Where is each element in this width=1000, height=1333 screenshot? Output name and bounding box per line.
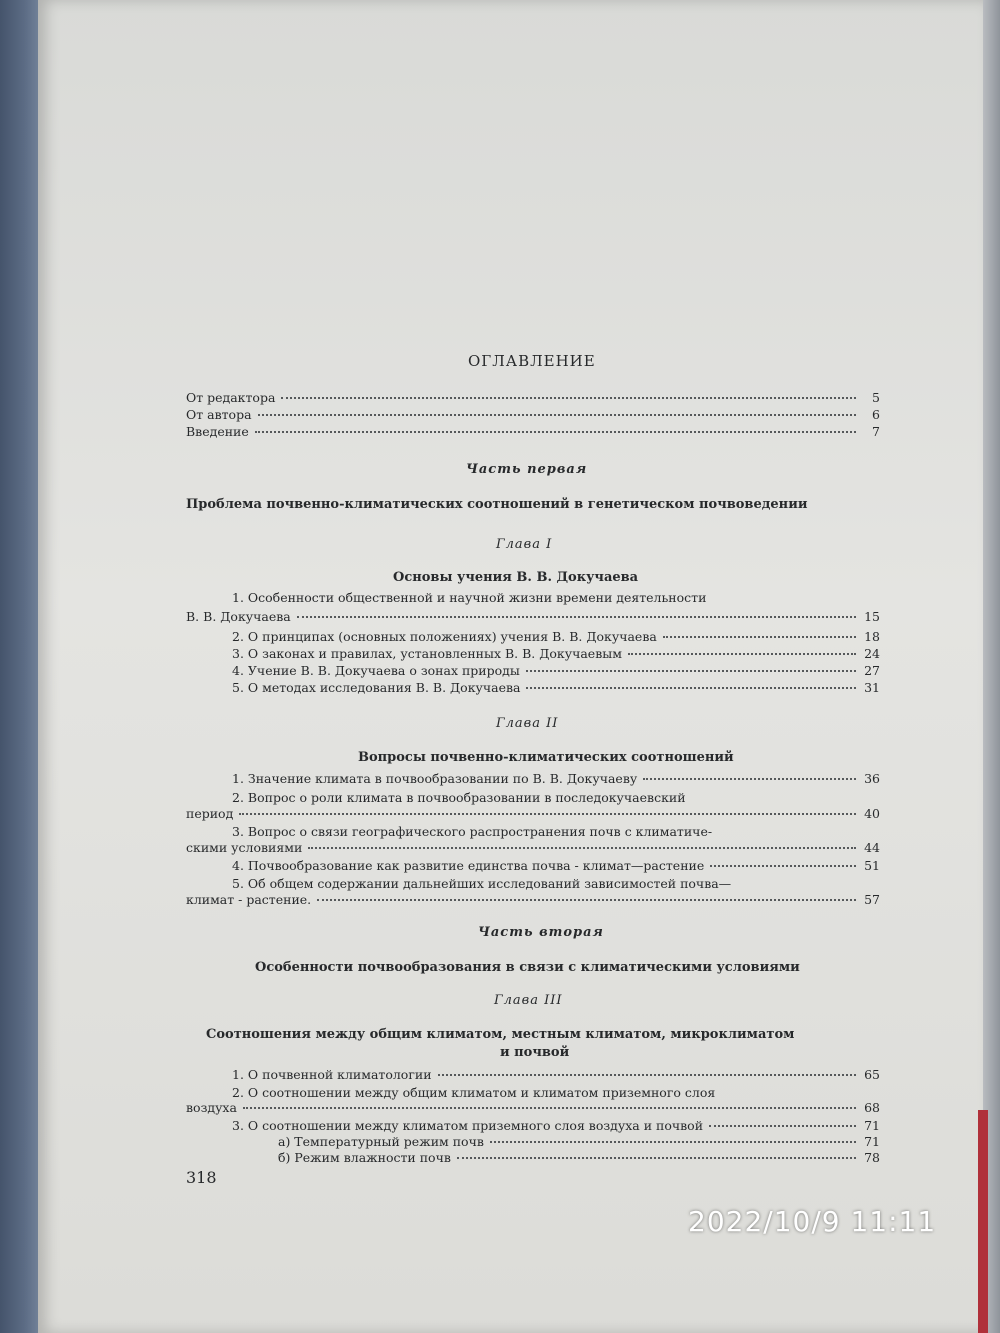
chapter2-item5-line1: 5. Об общем содержании дальнейших исследований зависимостей почва— [232, 876, 732, 891]
toc-row-ch3-3b: б) Режим влажности почв 78 [278, 1150, 880, 1165]
chapter3-item2-line1: 2. О соотношении между общим климатом и климатом приземного слоя [232, 1085, 716, 1100]
toc-row-author: От автора 6 [186, 407, 880, 422]
toc-row-ch1-5: 5. О методах исследования В. В. Докучаева 31 [232, 680, 880, 695]
toc-row-ch2-1: 1. Значение климата в почвообразовании по В. В. Докучаеву 36 [232, 771, 880, 786]
toc-row-ch1-3: 3. О законах и правилах, установленных В. В. Докучаевым 24 [232, 646, 880, 661]
part2-label: Часть вторая [478, 925, 604, 940]
chapter1-title: Основы учения В. В. Докучаева [393, 570, 639, 585]
chapter1-label: Глава I [496, 537, 553, 552]
toc-row-ch3-3: 3. О соотношении между климатом приземного слоя воздуха и почвой 71 [232, 1118, 880, 1133]
toc-row-ch2-4: 4. Почвообразование как развитие единства почва - климат—растение 51 [232, 858, 880, 873]
photo-timestamp: 2022/10/9 11:11 [688, 1205, 937, 1238]
toc-row-ch1-2: 2. О принципах (основных положениях) учения В. В. Докучаева 18 [232, 629, 880, 644]
part1-label: Часть первая [466, 462, 588, 477]
toc-row-ch3-3a: а) Температурный режим почв 71 [278, 1134, 880, 1149]
toc-row-ch1-4: 4. Учение В. В. Докучаева о зонах природы 27 [232, 663, 880, 678]
toc-row-ch3-2: воздуха 68 [186, 1100, 880, 1115]
chapter1-item1-line1: 1. Особенности общественной и научной жизни времени деятельности [232, 590, 707, 605]
chapter3-label: Глава III [494, 993, 563, 1008]
part2-title: Особенности почвообразования в связи с климатическими условиями [255, 960, 800, 975]
part1-title: Проблема почвенно-климатических соотношений в генетическом почвоведении [186, 497, 808, 512]
toc-row-editor: От редактора 5 [186, 390, 880, 405]
toc-row-ch2-5: климат - растение. 57 [186, 892, 880, 907]
chapter2-item2-line1: 2. Вопрос о роли климата в почвообразовании в последокучаевский [232, 790, 686, 805]
chapter2-label: Глава II [496, 716, 559, 731]
toc-row-ch2-3: скими условиями 44 [186, 840, 880, 855]
chapter3-title-line1: Соотношения между общим климатом, местным климатом, микроклиматом [206, 1027, 795, 1042]
page-number: 318 [186, 1168, 217, 1187]
chapter2-item3-line1: 3. Вопрос о связи географического распространения почв с климатиче- [232, 824, 713, 839]
toc-row-intro: Введение 7 [186, 424, 880, 439]
toc-title: ОГЛАВЛЕНИЕ [468, 352, 596, 370]
chapter3-title-line2: и почвой [500, 1045, 570, 1060]
chapter2-title: Вопросы почвенно-климатических соотношений [358, 750, 734, 765]
toc-row-ch3-1: 1. О почвенной климатологии 65 [232, 1067, 880, 1082]
toc-row-ch2-2: период 40 [186, 806, 880, 821]
toc-row-ch1-1: В. В. Докучаева 15 [186, 609, 880, 624]
